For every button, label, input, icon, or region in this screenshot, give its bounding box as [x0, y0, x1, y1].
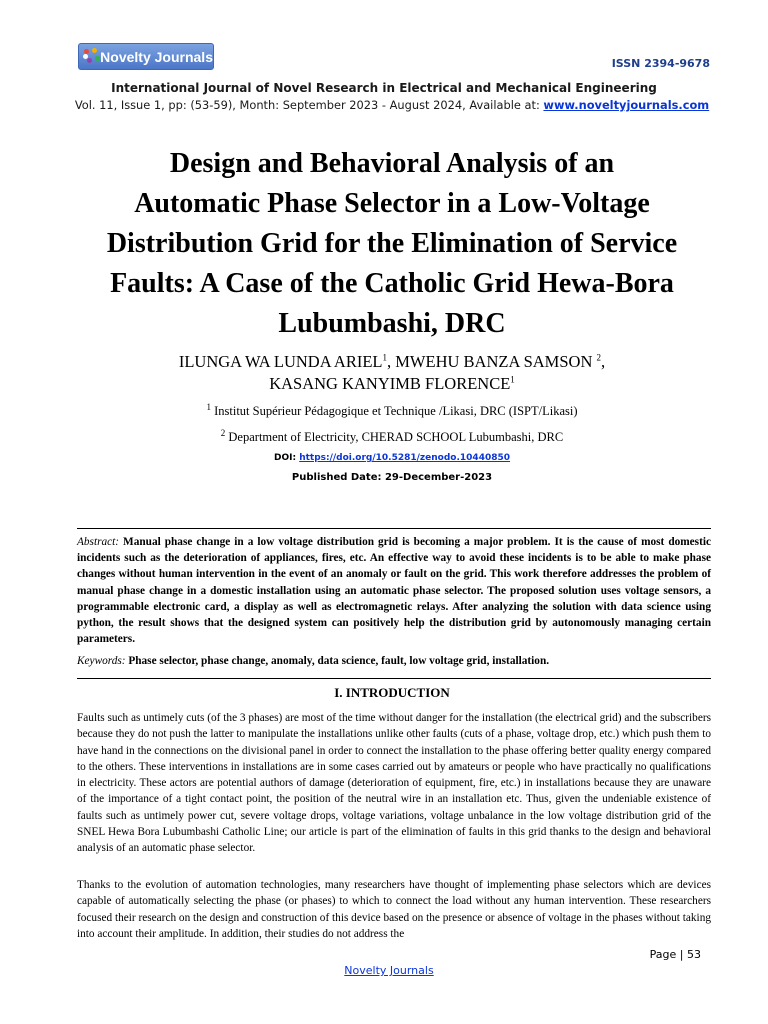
journal-logo	[78, 43, 214, 70]
page-number: Page | 53	[649, 948, 701, 961]
title-line: Lubumbashi, DRC	[278, 308, 506, 339]
doi-label: DOI:	[273, 453, 300, 463]
affiliation-mark: 1	[206, 401, 211, 412]
author-name: MWEHU BANZA SAMSON	[395, 352, 597, 371]
journal-volume-text: Vol. 11, Issue 1, pp: (53-59), Month: September 2023 - August 2024, Available at:	[74, 98, 544, 112]
author-name: KASANG KANYIMB FLORENCE	[269, 374, 511, 393]
author-affiliation-mark: 1	[510, 374, 515, 385]
affiliation-1	[0, 401, 768, 419]
published-date: Published Date: 29-December-2023	[291, 472, 493, 483]
footer-journal-link[interactable]: Novelty Journals	[344, 964, 434, 977]
title-line: Automatic Phase Selector in a Low-Voltage	[134, 188, 650, 219]
abstract-top-rule	[77, 528, 711, 529]
authors-line-2	[0, 373, 768, 395]
journal-title: International Journal of Novel Research in Electrical and Mechanical Engineering	[111, 81, 657, 95]
doi-link[interactable]: https://doi.org/10.5281/zenodo.10440850	[299, 453, 511, 463]
keywords	[77, 655, 711, 667]
author-affiliation-mark: 1	[382, 352, 388, 363]
journal-volume-line	[0, 98, 768, 112]
journal-url-link[interactable]: www.noveltyjournals.com	[543, 98, 710, 112]
affiliation-text: Department of Electricity, CHERAD SCHOOL Lubumbashi, DRC	[225, 430, 564, 444]
title-line: Faults: A Case of the Catholic Grid Hewa-Bora	[110, 268, 674, 299]
author-affiliation-mark: 2	[596, 352, 601, 363]
authors-line-1	[0, 351, 768, 373]
affiliation-2	[0, 427, 768, 445]
keywords-text: Phase selector, phase change, anomaly, data science, fault, low voltage grid, installation.	[125, 655, 550, 667]
logo-dots-icon	[83, 48, 96, 66]
section-heading-introduction: I. INTRODUCTION	[334, 685, 450, 700]
abstract-text: Manual phase change in a low voltage distribution grid is becoming a major problem. It is the cause of most domestic incidents such as the deterioration of appliances, fires, etc. An effective way to avoid these incidents is to be able to make phase changes without human intervention in the event of an anomaly or fault on the grid. This work therefore addresses the problem of manual phase change in a domestic installation using an automatic phase selector. The proposed solution uses voltage sensors, a programmable electronic card, a display as well as electromagnetic relays. After analyzing the solution with data science using python, the result shows that the designed system can positively help the distribution grid by autonomously managing certain parameters.	[77, 536, 711, 646]
author-separator: ,	[601, 352, 606, 371]
author-list	[0, 351, 768, 395]
footer	[0, 964, 768, 977]
paper-title	[60, 144, 724, 344]
title-line: Design and Behavioral Analysis of an	[169, 148, 615, 179]
keywords-label: Keywords:	[77, 655, 126, 667]
affiliation-mark: 2	[220, 427, 226, 438]
doi-line	[0, 453, 768, 463]
abstract-label: Abstract:	[77, 536, 120, 548]
intro-paragraph-2: Thanks to the evolution of automation technologies, many researchers have thought of implementing phase selectors which are devices capable of automatically selecting the phase (or phases) to which to connect the load without any human intervention. These researchers focused their research on the design and construction of this device based on the presence or absence of voltage in the phases without taking into account their amplitude. In addition, their studies do not address the	[77, 879, 711, 940]
keywords-bottom-rule	[77, 678, 711, 679]
title-line: Distribution Grid for the Elimination of Service	[106, 228, 678, 259]
intro-paragraph-1: Faults such as untimely cuts (of the 3 phases) are most of the time without danger for the installation (the electrical grid) and the subscribers because they do not push the latter to manipulate the installations unlike other faults (cuts of a phase, voltage drop, etc.) which push them to have hand in the connections on the divisional panel in order to connect the installation to the phase offering better quality energy compared to the others. These interventions in installations are in some cases carried out by amateurs or people who have practically no qualifications in electricity. These actors are potential authors of damage (deterioration of equipment, fire, etc.) in installations because they are unaware of the importance of a tight contact point, the position of the neutral wire in an installation etc. Thus, given the undeniable existence of faults such as untimely power cut, severe voltage drops, voltage variations, voltage unbalance in the low voltage distribution grid of the SNEL Hewa Bora Lubumbashi Catholic Line; our article is part of the elimination of faults in this grid thanks to the design and behavioral analysis of an automatic phase selector.	[77, 712, 711, 855]
logo-text: Novelty Journals	[100, 48, 213, 65]
affiliation-text: Institut Supérieur Pédagogique et Technique /Likasi, DRC (ISPT/Likasi)	[210, 404, 578, 418]
author-separator: ,	[387, 352, 396, 371]
abstract	[77, 534, 711, 647]
issn-label: ISSN 2394-9678	[611, 57, 710, 70]
author-name: ILUNGA WA LUNDA ARIEL	[178, 352, 383, 371]
